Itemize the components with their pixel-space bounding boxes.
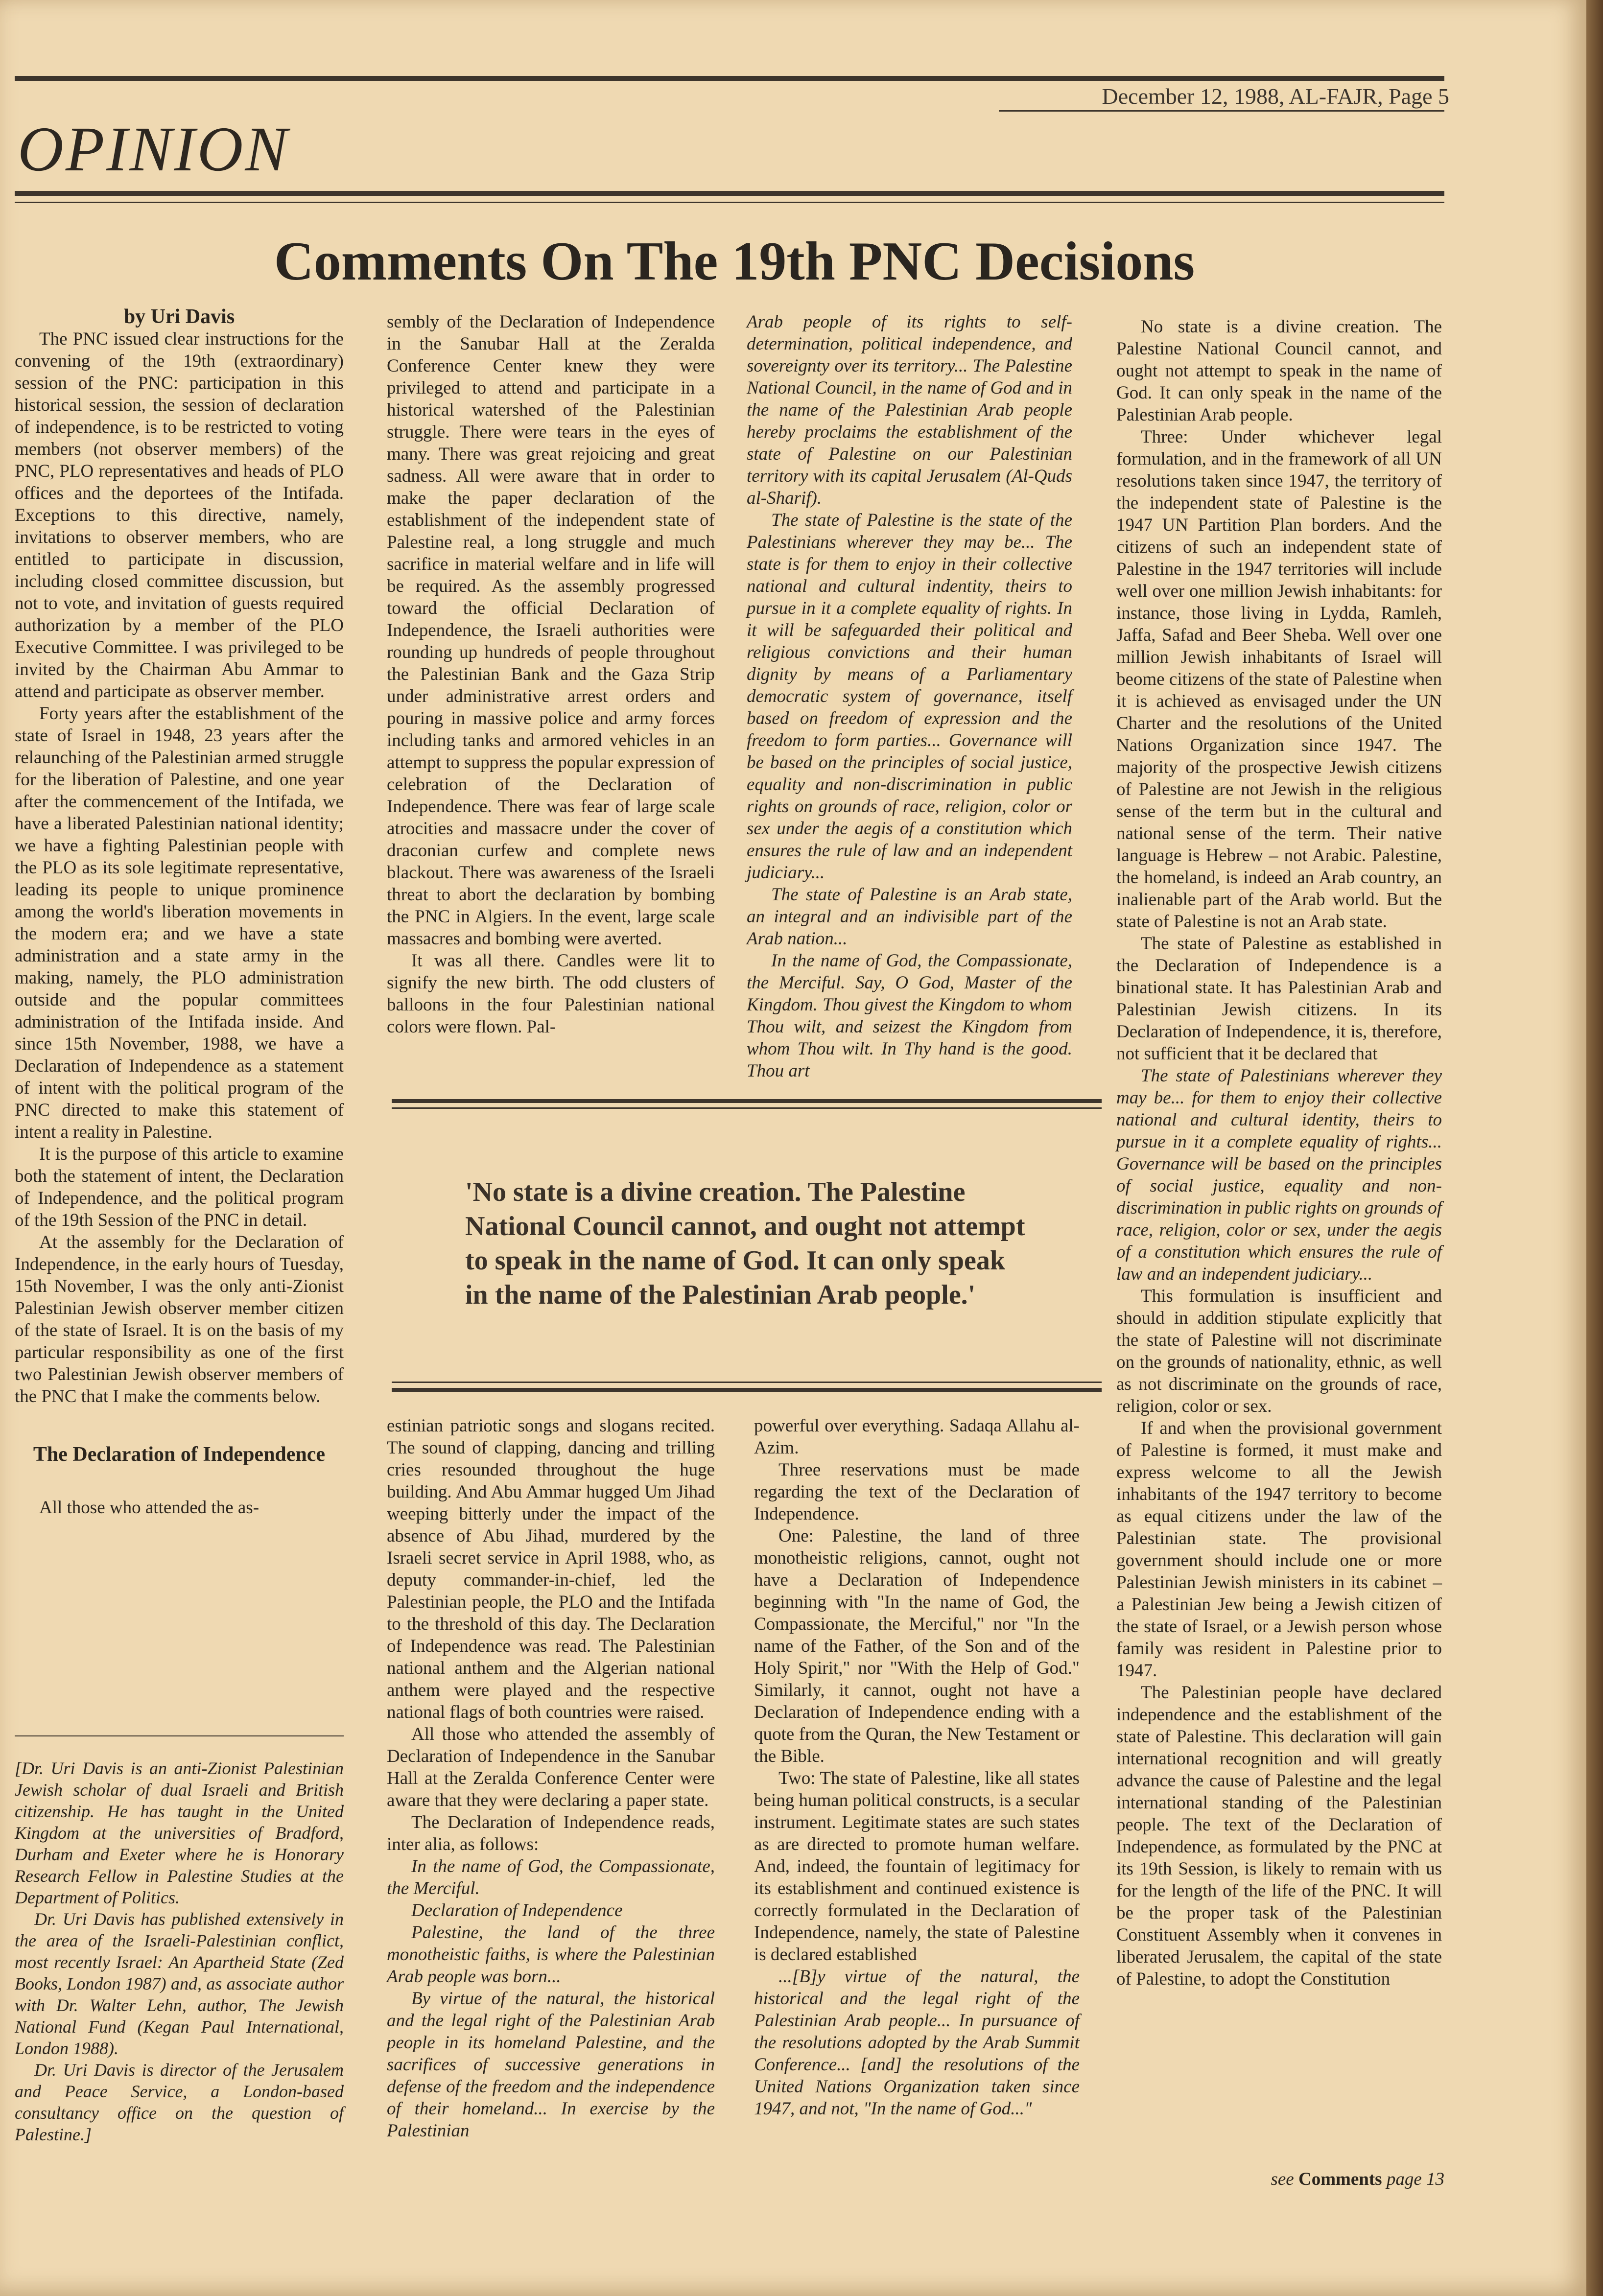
subheading: The Declaration of Independence [33,1443,326,1466]
byline: by Uri Davis [123,305,235,328]
column-2-top [387,311,715,1038]
column-2-bottom [387,1415,715,2142]
continuation-reference [1200,2169,1444,2190]
paragraph: All those who attended the as- [39,1498,259,1518]
paragraph: It was all there. Candles were lit to signify the new birth. The odd clusters of balloons in the four Palestinian national colors were flown. Pal- [387,951,715,1037]
paragraph: One: Palestine, the land of three monotheistic religions, cannot, ought not have a Declaration of Independence beginning with "In the name of God, the Compassionate, the Merciful," nor "In the name of the Father, of the Son and of the Holy Spirit," nor "With the Help of God." Similarly, it cannot, ought not have a Declaration of Independence ending with a quote from the Quran, the New Testament or the Bible. [754,1526,1080,1766]
continuation-keyword: Comments [1298,2169,1382,2189]
column-3-bottom [754,1415,1080,2120]
paragraph: If and when the provisional government of Palestine is formed, it must make and express welcome to all the Jewish inhabitants of the 1947 territory to become as equal citizens under the law of the Palestinian state. The provisional government should include one or more Palestinian Jewish ministers in its cabinet – a Palestinian Jew being a Jewish citizen of the state of Israel, or a Jewish person whose family was resident in Palestine prior to 1947. [1116,1418,1442,1681]
paragraph: sembly of the Declaration of Independence in the Sanubar Hall at the Zeralda Conference Center knew they were privileged to attend and participate in a historical watershed of the Palestinian struggle. There were tears in the eyes of many. There was great rejoicing and great sadness. All were aware that in order to make the paper declaration of the establishment of the independent state of Palestine real, a long struggle and much sacrifice in material welfare and in life will be required. As the assembly progressed toward the official Declaration of Independence, the Israeli authorities were rounding up hundreds of people throughout the Palestinian Bank and the Gaza Strip under administrative arrest orders and pouring in massive police and army forces including tanks and armored vehicles in an attempt to suppress the popular expression of celebration of the Declaration of Independence. There was fear of large scale atrocities and massacre under the cover of draconian curfew and complete news blackout. There was awareness of the Israeli threat to abort the declaration by bombing the PNC in Algiers. In the event, large scale massacres and bombing were averted. [387,312,715,949]
header-rule-bottom [15,191,1444,196]
paragraph: Arab people of its rights to self-determination, political independence, and sovereignty over its territory... The Palestine National Council, in the name of God and in the name of the Palestinian Arab people hereby proclaims the establishment of the state of Palestine on our Palestinian territory with its capital Jerusalem (Al-Quds al-Sharif). [747,312,1072,508]
column-4 [1116,316,1442,1990]
paragraph: ...[B]y virtue of the natural, the historical and the legal right of the Palestinian Arab people... In pursuance of the resolutions adopted by the Arab Summit Conference... [and] the resolutions of the United Nations Organization taken since 1947, and not, "In the name of God..." [754,1967,1080,2119]
continuation-prefix: see [1271,2169,1294,2189]
continuation-page: page 13 [1386,2169,1444,2189]
paragraph: The state of Palestine is the state of the Palestinians wherever they may be... The state is for them to enjoy in their collective national and cultural indentity, theirs to pursue in it a complete equality of rights. In it will be safeguarded their political and religious convictions and their human dignity by means of a Parliamentary democratic system of governance, itself based on freedom of expression and the freedom to form parties... Governance will be based on the principles of social justice, equality and non-discrimination in public rights on grounds of race, religion, color or sex under the aegis of a constitution which ensures the rule of law and an independent judiciary... [747,510,1072,883]
paragraph: By virtue of the natural, the historical and the legal right of the Palestinian Arab people in its homeland Palestine, and the sacrifices of successive generations in defense of the freedom and the independence of their homeland... In exercise by the Palestinian [387,1989,715,2141]
paragraph: The Declaration of Independence reads, inter alia, as follows: [387,1812,715,1854]
article-headline: Comments On The 19th PNC Decisions [274,231,1195,292]
paragraph: Declaration of Independence [411,1900,623,1921]
column-3-top [747,311,1072,1082]
paragraph: Two: The state of Palestine, like all states being human political constructs, is a secular instrument. Legitimate states are such states as are directed to promote human welfare. And, indeed, the fountain of legitimacy for its establishment and continued existence is correctly formulated in the Declaration of Independence, namely, the state of Palestine is declared established [754,1768,1080,1965]
header-rule-top [15,76,1444,81]
pullquote-rule-top-thin [392,1107,1102,1109]
author-bio [15,1757,344,2145]
paragraph: powerful over everything. Sadaqa Allahu al-Azim. [754,1416,1080,1458]
bio-paragraph: Dr. Uri Davis is director of the Jerusalem and Peace Service, a London-based consultancy office on the question of Palestine.] [15,2060,344,2144]
paragraph: Forty years after the establishment of the state of Israel in 1948, 23 years after the relaunching of the Palestinian armed struggle for the liberation of Palestine, and one year after the commencement of the Intifada, we have a liberated Palestinian national identity; we have a fighting Palestinian people with the PLO as its sole legitimate representative, leading its people to unique prominence among the world's liberation movements in the modern era; and we have a state administration and a state army in the making, namely, the PLO administration outside and the popular committees administration of the Intifada inside. And since 15th November, 1988, we have a Declaration of Independence as a statement of intent with the political program of the PNC directed to make this statement of intent a reality in Palestine. [15,703,344,1142]
paragraph: The state of Palestine is an Arab state, an integral and an indivisible part of the Arab nation... [747,885,1072,949]
paragraph: All those who attended the assembly of Declaration of Independence in the Sanubar Hall at the Zeralda Conference Center were aware that they were declaring a paper state. [387,1724,715,1810]
page-binding-edge [1586,0,1603,2296]
paragraph: Three: Under whichever legal formulation, and in the framework of all UN resolutions taken since 1947, the territory of the independent state of Palestine is the 1947 UN Partition Plan borders. And the citizens of such an independent state of Palestine in the 1947 territories will include well over one million Jewish inhabitants: for instance, those living in Lydda, Ramleh, Jaffa, Safad and Beer Sheba. Well over one million Jewish inhabitants of Israel will beome citizens of the state of Palestine when it is achieved as envisaged under the UN Charter and the resolutions of the United Nations Organization since 1947. The majority of the prospective Jewish citizens of Palestine are not Jewish in the religious sense of the term but in the cultural and national sense of the term. Their native language is Hebrew – not Arabic. Palestine, the homeland, is indeed an Arab country, an inalienable part of the Arab world. But the state of Palestine is not an Arab state. [1116,427,1442,932]
paragraph: The state of Palestinians wherever they may be... for them to enjoy their collective national and cultural identity, theirs to pursue in it a complete equality of rights... Governance will be based on the principles of social justice, equality and non-discrimination in public rights on grounds of race, religion, color or sex, under the aegis of a constitution which ensures the rule of law and an independent judiciary... [1116,1066,1442,1284]
paragraph: At the assembly for the Declaration of Independence, in the early hours of Tuesday, 15th November, I was the only anti-Zionist Palestinian Jewish observer member citizen of the state of Israel. It is on the basis of my particular responsibility as one of the first two Palestinian Jewish observer members of the PNC that I make the comments below. [15,1232,344,1406]
header-rule-mid [999,110,1444,112]
paragraph: The state of Palestine as established in the Declaration of Independence is a binational state. It has Palestinian Arab and Palestinian Jewish citizens. In its Declaration of Independence, it is, therefore, not sufficient that it be declared that [1116,934,1442,1064]
paragraph: It is the purpose of this article to examine both the statement of intent, the Declaration of Independence, and the political program of the 19th Session of the PNC in detail. [15,1144,344,1230]
paragraph: In the name of God, the Compassionate, the Merciful. Say, O God, Master of the Kingdom. Thou givest the Kingdom to whom Thou wilt, and seizest the Kingdom from whom Thou wilt. In Thy hand is the good. Thou art [747,951,1072,1081]
column-1 [15,306,344,1519]
paragraph: No state is a divine creation. The Palestine National Council cannot, and ought not attempt to speak in the name of God. It can only speak in the name of the Palestinian Arab people. [1116,317,1442,425]
paragraph: In the name of God, the Compassionate, the Merciful. [387,1856,715,1898]
paragraph: estinian patriotic songs and slogans recited. The sound of clapping, dancing and trilling cries resounded throughout the huge building. And Abu Ammar hugged Um Jihad weeping bitterly under the impact of the absence of Abu Jihad, murdered by the Israeli secret service in April 1988, who, as deputy commander-in-chief, led the Palestinian people, the PLO and the Intifada to the threshold of this day. The Declaration of Independence was read. The Palestinian national anthem and the Algerian national anthem were played and the respective national flags of both countries were raised. [387,1416,715,1722]
pullquote-rule-top [392,1099,1102,1103]
bio-paragraph: [Dr. Uri Davis is an anti-Zionist Palestinian Jewish scholar of dual Israeli and British citizenship. He has taught in the United Kingdom at the universities of Bradford, Durham and Exeter where he is Honorary Research Fellow in Palestine Studies at the Department of Politics. [15,1758,344,1907]
pull-quote: 'No state is a divine creation. The Palestine National Council cannot, and ought not attempt to speak in the name of God. It can only speak in the name of the Palestinian Arab people.' [465,1177,1025,1310]
paragraph: The Palestinian people have declared independence and the establishment of the state of Palestine. This declaration will gain international recognition and will greatly advance the cause of Palestine and the legal international standing of the Palestinian people. The text of the Declaration of Independence, as formulated by the PNC at its 19th Session, is likely to remain with us for the length of the life of the PNC. It will be the proper task of the Palestinian Constituent Assembly when it convenes in liberated Jerusalem, the capital of the state of Palestine, to adopt the Constitution [1116,1683,1442,1989]
bio-paragraph: Dr. Uri Davis has published extensively in the area of the Israeli-Palestinian conflict, most recently Israel: An Apartheid State (Zed Books, London 1987) and, as associate author with Dr. Walter Lehn, author, The Jewish National Fund (Kegan Paul International, London 1988). [15,1909,344,2058]
pullquote-rule-bottom-thin [392,1382,1102,1383]
pullquote-rule-bottom [392,1388,1102,1392]
section-title: OPINION [18,114,290,185]
paragraph: The PNC issued clear instructions for the convening of the 19th (extraordinary) session of the PNC: participation in this historical session, the session of declaration of independence, is to be restricted to voting members (not observer members) of the PNC, PLO representatives and heads of PLO offices and the deportees of the Intifada. Exceptions to this directive, namely, invitations to observer members, who are entitled to participate in discussion, including closed committee discussion, but not to vote, and invitation of guests required authorization by a member of the PLO Executive Committee. I was privileged to be invited by the Chairman Abu Ammar to attend and participate as observer member. [15,329,344,702]
bio-divider [15,1735,344,1736]
paragraph: Palestine, the land of the three monotheistic faiths, is where the Palestinian Arab people was born... [387,1922,715,1987]
dateline: December 12, 1988, AL-FAJR, Page 5 [1102,84,1449,109]
paragraph: Three reservations must be made regarding the text of the Declaration of Independence. [754,1460,1080,1524]
paragraph: This formulation is insufficient and should in addition stipulate explicitly that the state of Palestine will not discriminate on the grounds of nationality, ethnic, as well as not discriminate on the grounds of race, religion, color or sex. [1116,1286,1442,1416]
header-rule-bottom-thin [15,202,1444,203]
